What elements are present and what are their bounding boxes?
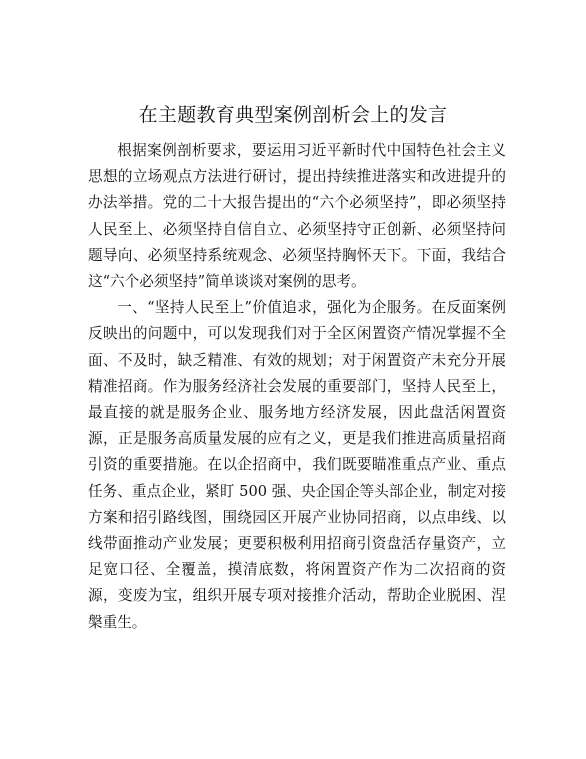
paragraph-intro: 根据案例剖析要求，要运用习近平新时代中国特色社会主义思想的立场观点方法进行研讨，提出持续推进落实和改进提升的办法举措。党的二十大报告提出的“六个必须坚持”，即必须坚持人民至上、必须坚持自信自立、必须坚持守正创新、必须坚持问题导向、必须坚持系统观念、必须坚持胸怀天下。下面，我结合这“六个必须坚持”简单谈谈对案例的思考。	[88, 142, 506, 291]
paragraph-section-one: 一、“坚持人民至上”价值追求，强化为企服务。在反面案例反映出的问题中，可以发现我们对于全区闲置资产情况掌握不全面、不及时，缺乏精准、有效的规划；对于闲置资产未充分开展精准招商。作为服务经济社会发展的重要部门，坚持人民至上，最直接的就是服务企业、服务地方经济发展，因此盘活闲置资源，正是服务高质量发展的应有之义，更是我们推进高质量招商引资的重要措施。在以企招商中，我们既要瞄准重点产业、重点任务、重点企业，紧盯 500 强、央企国企等头部企业，制定对接方案和招引路线图，围绕园区开展产业协同招商，以点串线、以线带面推动产业发展；更要积极利用招商引资盘活存量资产，立足宽口径、全覆盖，摸清底数，将闲置资产作为二次招商的资源，变废为宝，组织开展专项对接推介活动，帮助企业脱困、涅槃重生。	[88, 299, 506, 631]
document-body	[88, 138, 506, 636]
document-title: 在主题教育典型案例剖析会上的发言	[138, 104, 448, 126]
